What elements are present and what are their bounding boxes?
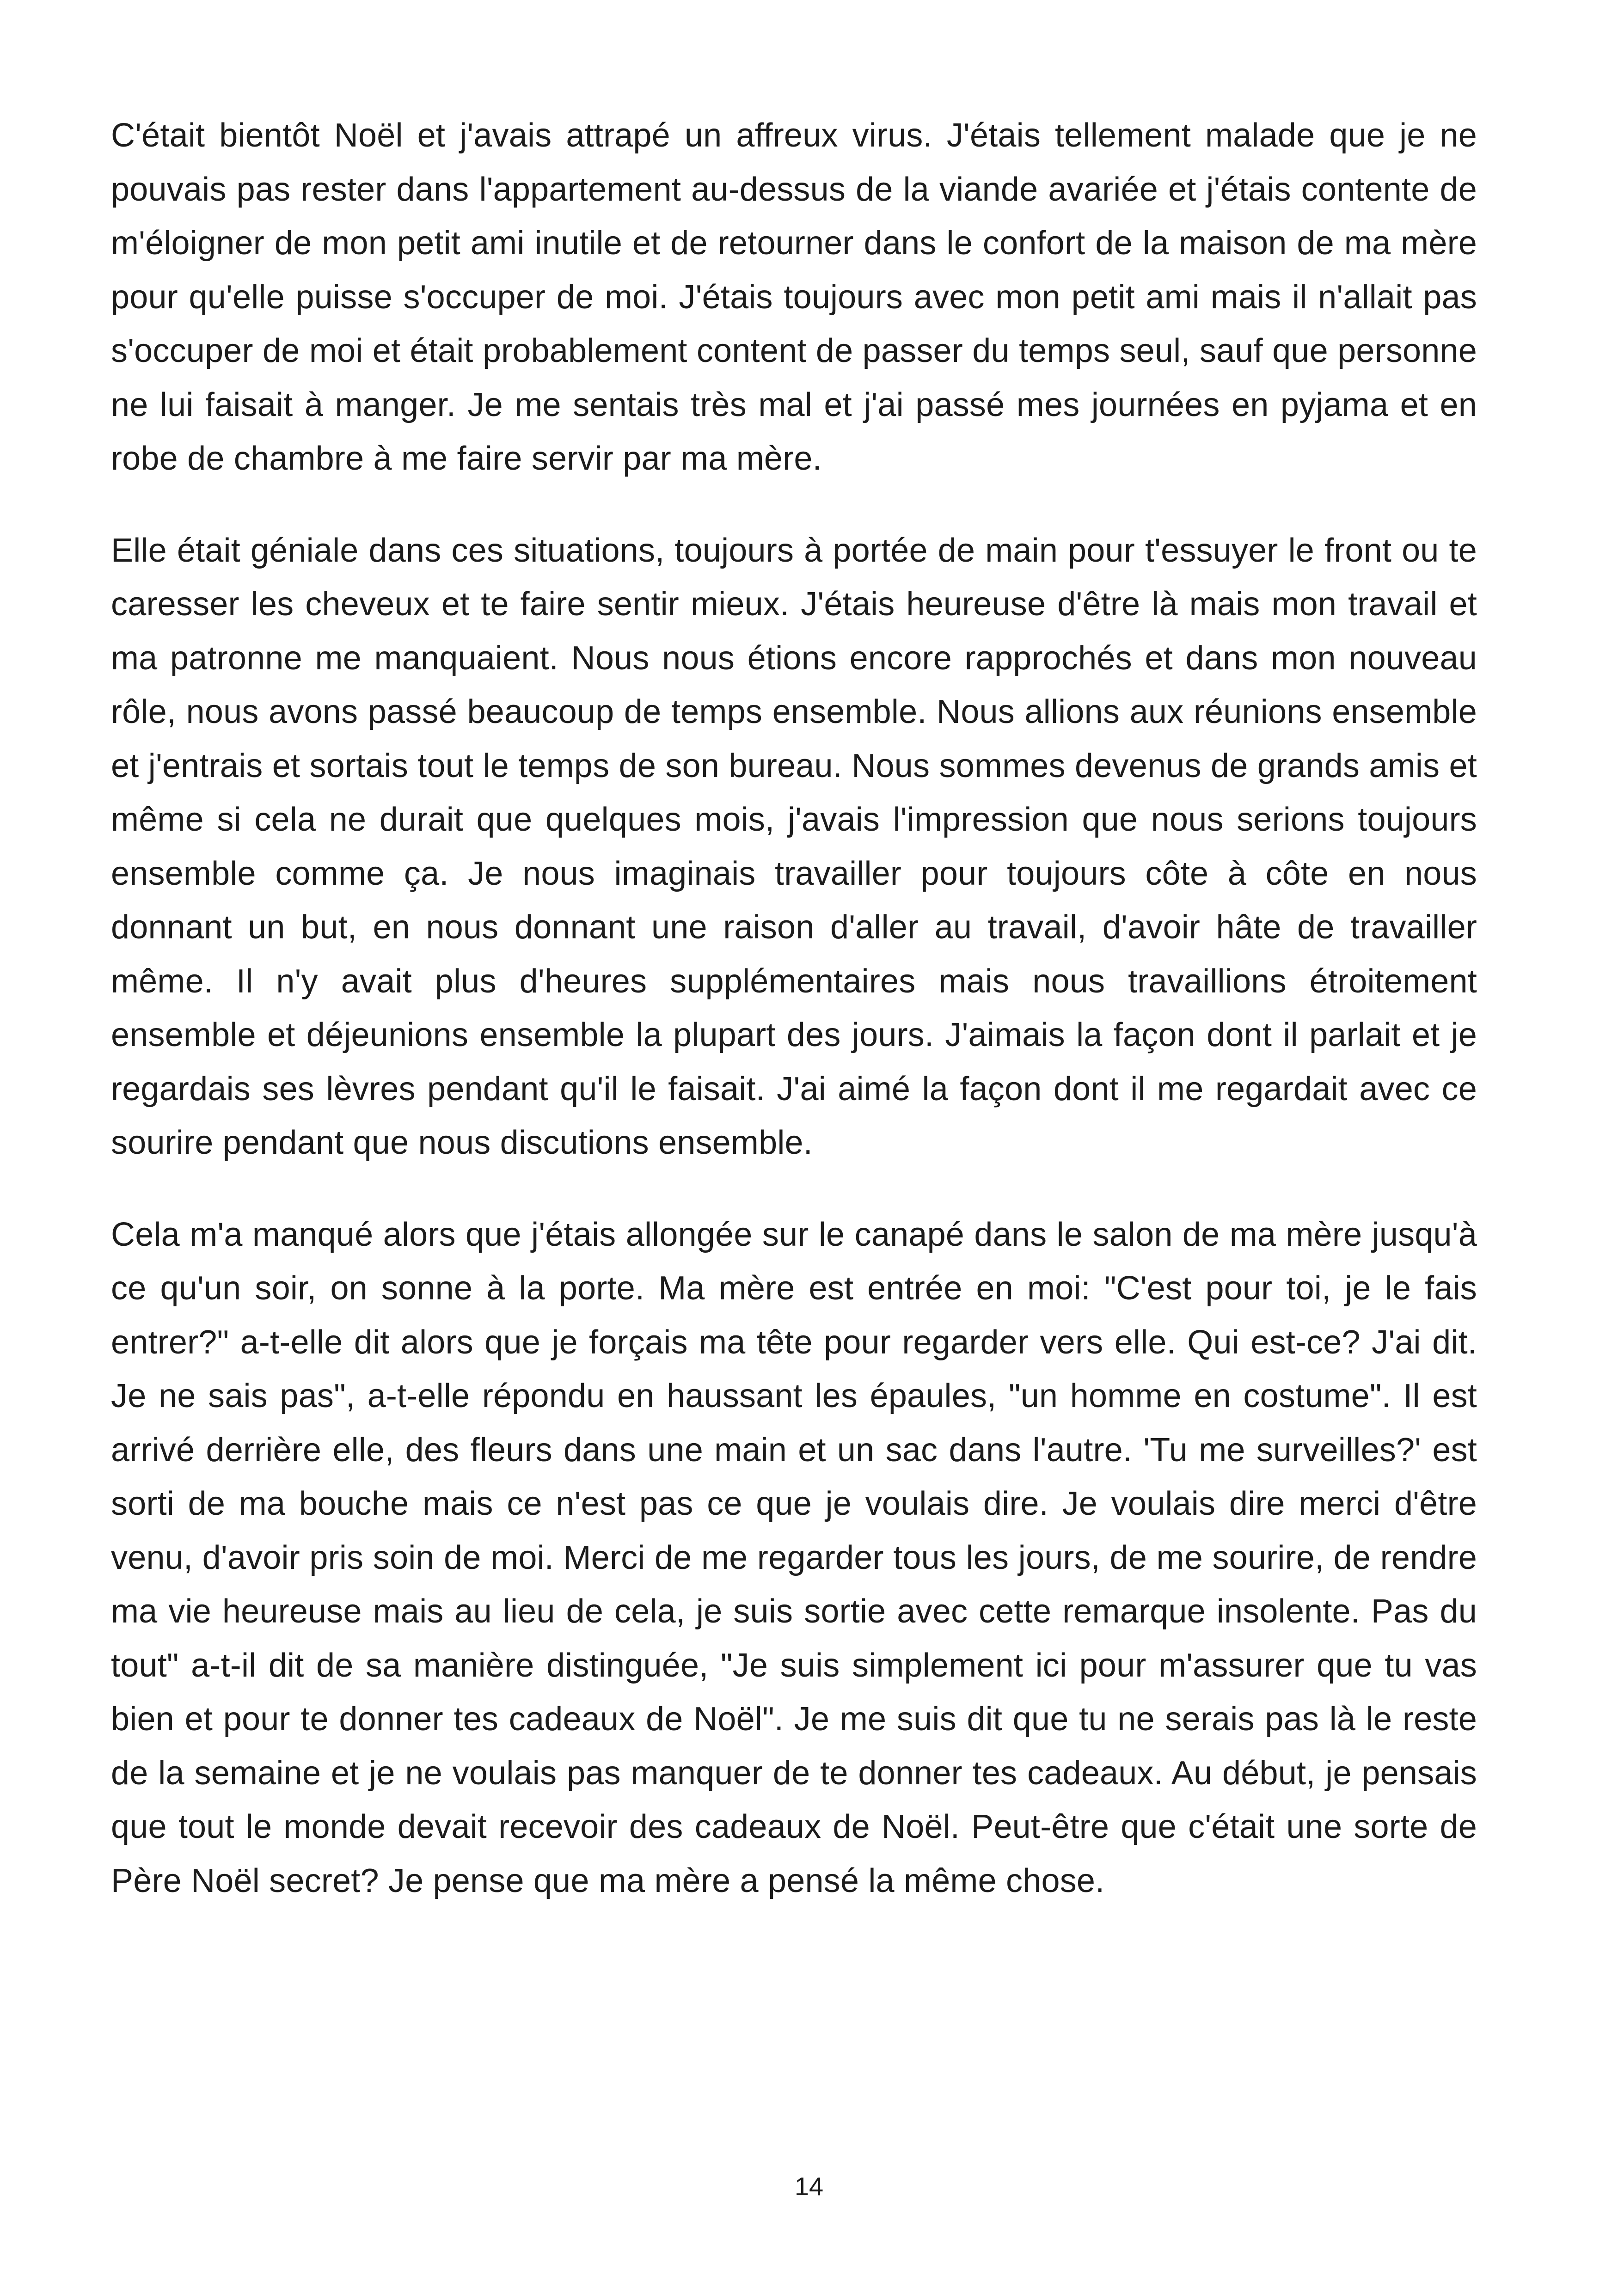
paragraph-2: Elle était géniale dans ces situations, toujours à portée de main pour t'essuyer le front ou te caresser les cheveux et te faire sentir mieux. J'étais heureuse d'être là mais mon travail et ma patronne me manquaient. Nous nous étions encore rapprochés et dans mon nouveau rôle, nous avons passé beaucoup de temps ensemble. Nous allions aux réunions ensemble et j'entrais et sortais tout le temps de son bureau. Nous sommes devenus de grands amis et même si cela ne durait que quelques mois, j'avais l'impression que nous serions toujours ensemble comme ça. Je nous imaginais travailler pour toujours côte à côte en nous donnant un but, en nous donnant une raison d'aller au travail, d'avoir hâte de travailler même. Il n'y avait plus d'heures supplémentaires mais nous travaillions étroitement ensemble et déjeunions ensemble la plupart des jours. J'aimais la façon dont il parlait et je regardais ses lèvres pendant qu'il le faisait. J'ai aimé la façon dont il me regardait avec ce sourire pendant que nous discutions ensemble.	[111, 532, 1477, 1161]
page-body	[111, 109, 1477, 1946]
paragraph-3: Cela m'a manqué alors que j'étais allongée sur le canapé dans le salon de ma mère jusqu'à ce qu'un soir, on sonne à la porte. Ma mère est entrée en moi: "C'est pour toi, je le fais entrer?" a-t-elle dit alors que je forçais ma tête pour regarder vers elle. Qui est-ce? J'ai dit. Je ne sais pas", a-t-elle répondu en haussant les épaules, "un homme en costume". Il est arrivé derrière elle, des fleurs dans une main et un sac dans l'autre. 'Tu me surveilles?' est sorti de ma bouche mais ce n'est pas ce que je voulais dire. Je voulais dire merci d'être venu, d'avoir pris soin de moi. Merci de me regarder tous les jours, de me sourire, de rendre ma vie heureuse mais au lieu de cela, je suis sortie avec cette remarque insolente. Pas du tout" a-t-il dit de sa manière distinguée, "Je suis simplement ici pour m'assurer que tu vas bien et pour te donner tes cadeaux de Noël". Je me suis dit que tu ne serais pas là le reste de la semaine et je ne voulais pas manquer de te donner tes cadeaux. Au début, je pensais que tout le monde devait recevoir des cadeaux de Noël. Peut-être que c'était une sorte de Père Noël secret? Je pense que ma mère a pensé la même chose.	[111, 1216, 1477, 1899]
page-number: 14	[794, 2172, 824, 2201]
paragraph-1: C'était bientôt Noël et j'avais attrapé un affreux virus. J'étais tellement malade que je ne pouvais pas rester dans l'appartement au-dessus de la viande avariée et j'étais contente de m'éloigner de mon petit ami inutile et de retourner dans le confort de la maison de ma mère pour qu'elle puisse s'occuper de moi. J'étais toujours avec mon petit ami mais il n'allait pas s'occuper de moi et était probablement content de passer du temps seul, sauf que personne ne lui faisait à manger. Je me sentais très mal et j'ai passé mes journées en pyjama et en robe de chambre à me faire servir par ma mère.	[111, 117, 1477, 477]
